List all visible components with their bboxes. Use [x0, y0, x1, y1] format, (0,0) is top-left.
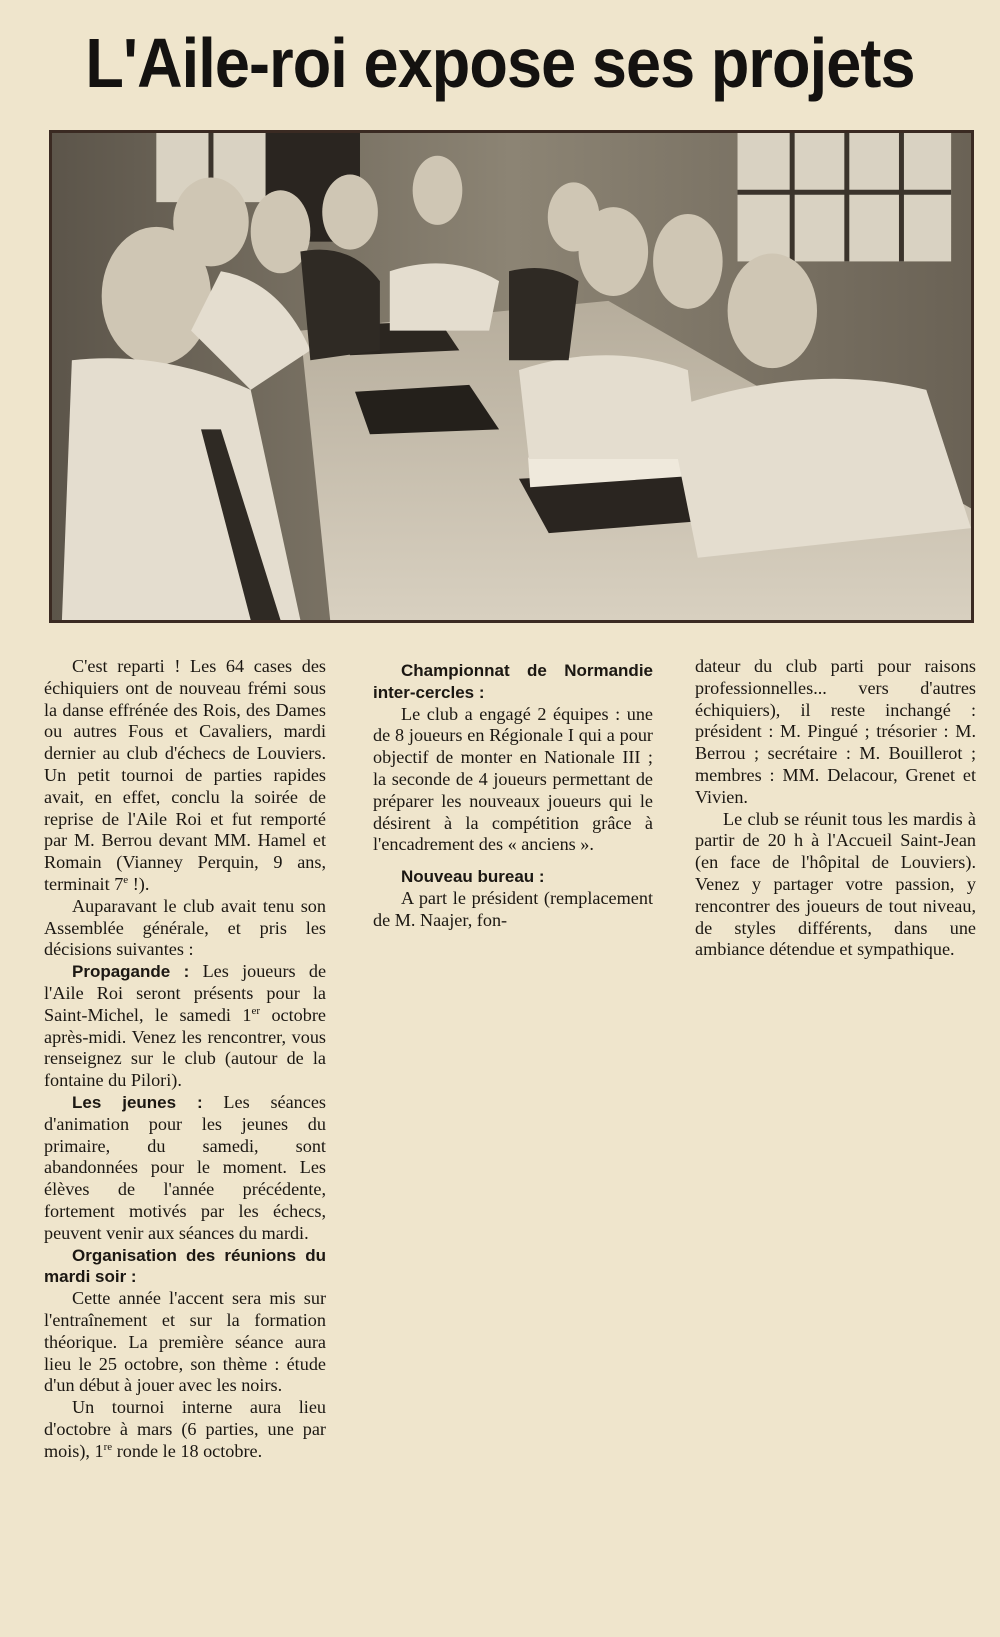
paragraph-intro — [44, 656, 326, 896]
bureau-heading: Nouveau bureau : — [401, 867, 545, 887]
article-column-2 — [373, 660, 653, 932]
article-column-1 — [44, 656, 326, 1462]
propagande-text-end: octobre après-midi. Venez les rencontrer, vous renseignez sur le club (autour de la fontaine du Pilori). — [44, 1004, 326, 1091]
paragraph-reunions: Cette année l'accent sera mis sur l'entraînement et sur la formation théorique. La première séance aura lieu le 25 octobre, son thème : étude d'un début à jouer avec les noirs. — [44, 1288, 326, 1396]
chess-players-photo-image — [52, 133, 971, 620]
tournoi-text-end: ronde le 18 octobre. — [112, 1440, 263, 1461]
paragraph-assembly: Auparavant le club avait tenu son Assemblée générale, et pris les décisions suivantes : — [44, 895, 326, 960]
jeunes-text: Les séances d'animation pour les jeunes du primaire, du samedi, sont abandonnées pour le moment. Les élèves de l'année précédente, fortement motivés par les échecs, peuvent venir aux séances du mardi. — [44, 1091, 326, 1243]
championnat-heading: Championnat de Normandie inter-cercles : — [373, 661, 653, 702]
ordinal-suffix: e — [123, 873, 129, 886]
propagande-text: Les joueurs de l'Aile Roi seront présents pour la Saint-Michel, le samedi 1 — [44, 961, 327, 1025]
reunions-heading: Organisation des réunions du mardi soir : — [44, 1245, 326, 1287]
paragraph-jeunes — [44, 1092, 326, 1245]
jeunes-heading: Les jeunes : — [72, 1092, 203, 1112]
photo-chess-club-players — [49, 130, 974, 623]
headline: L'Aile-roi expose ses projets — [85, 24, 915, 102]
intro-text: C'est reparti ! Les 64 cases des échiquiers ont de nouveau frémi sous la danse effrénée des Rois, des Dames ou autres Fous et Cavaliers, mardi dernier au club d'échecs de Louviers. Un petit tournoi de parties rapides avait, en effet, conclu la soirée de reprise de l'Aile Roi et fut remporté par M. Berrou devant MM. Hamel et Romain (Vianney Perquin, 9 ans, terminait 7 — [44, 656, 326, 894]
tournoi-text: Un tournoi interne aura lieu d'octobre à mars (6 parties, une par mois), 1 — [44, 1397, 326, 1461]
ordinal-suffix: re — [103, 1440, 113, 1453]
paragraph-bureau-continued: dateur du club parti pour raisons professionnelles... vers d'autres échiquiers), il reste inchangé : président : M. Pingué ; trésorier : M. Berrou ; secrétaire : M. Bouillerot ; membres : MM. Delacour, Grenet et Vivien. — [695, 656, 976, 807]
intro-text-end: !). — [128, 873, 150, 894]
paragraph-tournoi — [44, 1397, 326, 1462]
paragraph-bureau: A part le président (remplacement de M. Naajer, fon- — [373, 887, 653, 930]
paragraph-reunion-info: Le club se réunit tous les mardis à partir de 20 h à l'Accueil Saint-Jean (en face de l'hôpital de Louviers). Venez y partager votre passion, y rencontrer des joueurs de tout niveau, de styles différents, dans une ambiance détendue et sympathique. — [695, 808, 976, 960]
propagande-heading: Propagande : — [72, 962, 190, 982]
paragraph-championnat: Le club a engagé 2 équipes : une de 8 joueurs en Régionale I qui a pour objectif de monter en Nationale III ; la seconde de 4 joueurs permettant de préparer les nouveaux joueurs qui le désirent à la compétition grâce à l'encadrement des « anciens ». — [373, 703, 653, 855]
paragraph-propagande — [44, 961, 326, 1092]
article-column-3 — [695, 656, 976, 961]
ordinal-suffix: er — [251, 1004, 261, 1017]
